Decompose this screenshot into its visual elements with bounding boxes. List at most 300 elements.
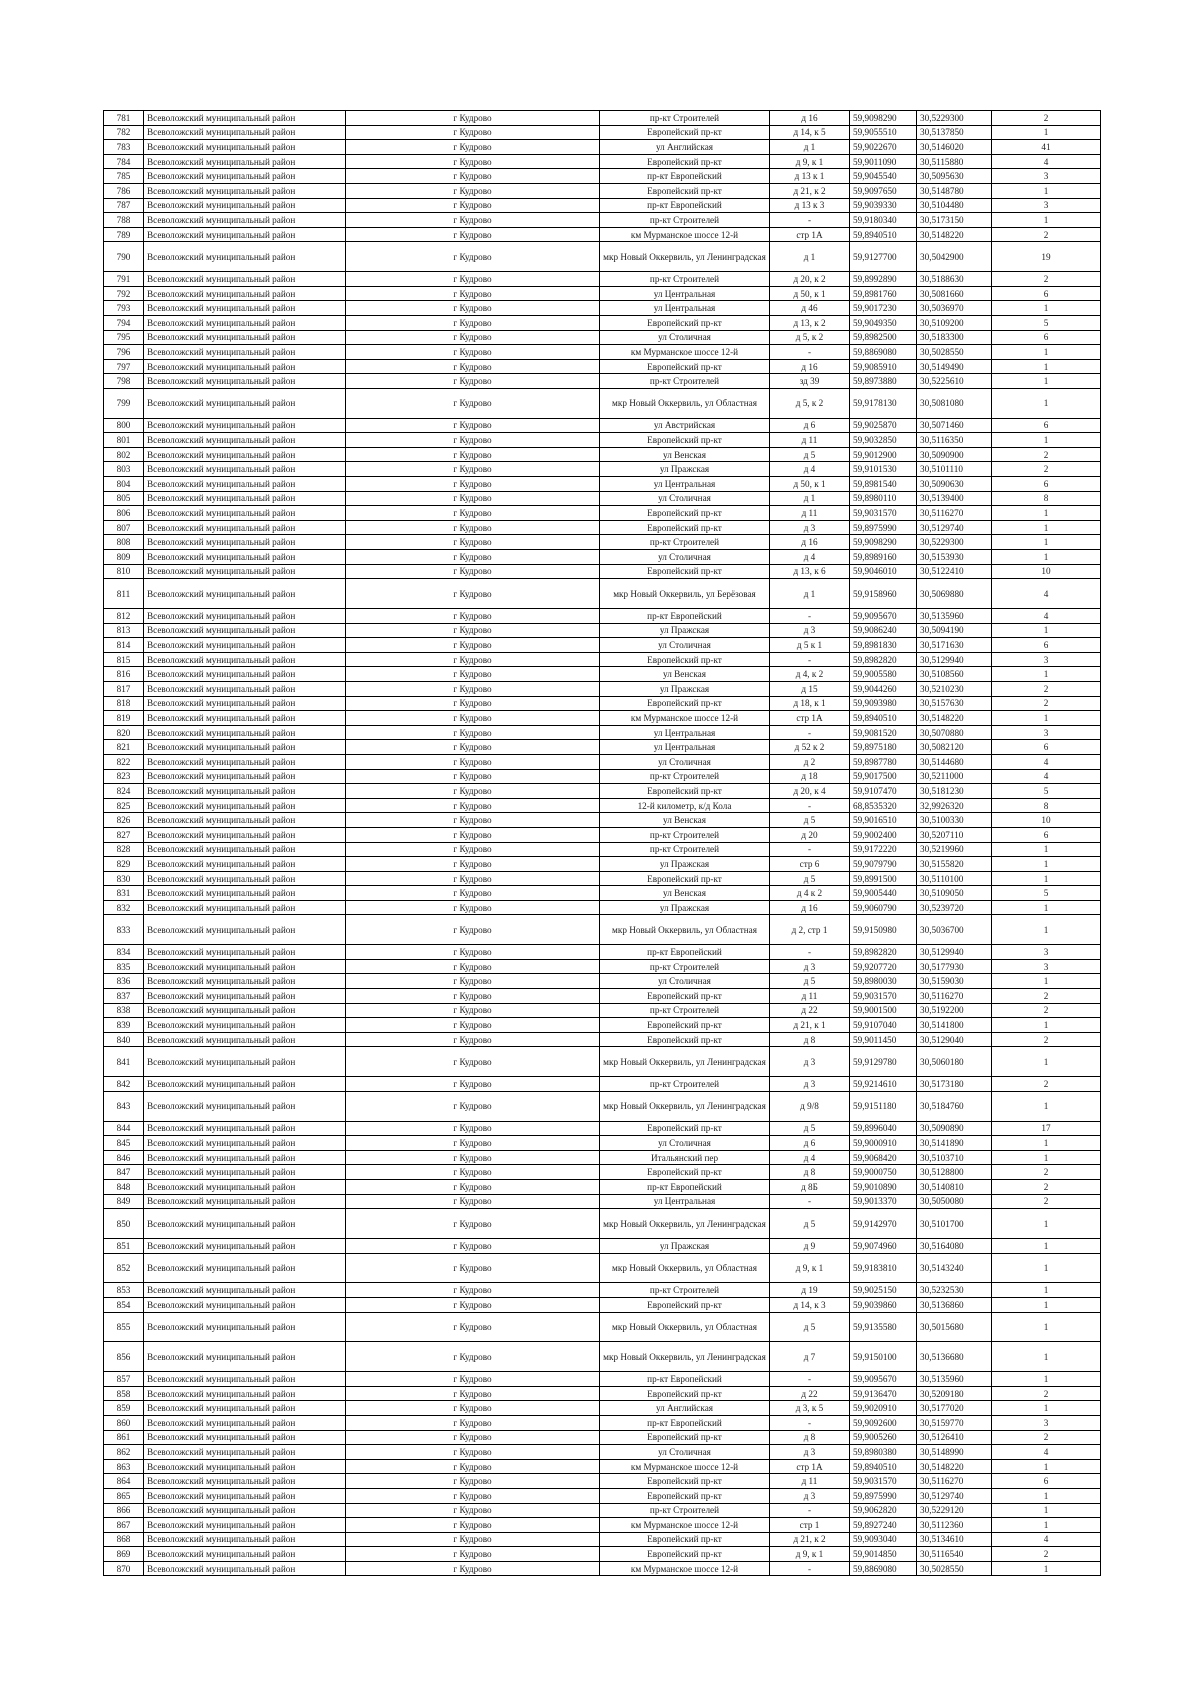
district-cell: Всеволожский муниципальный район xyxy=(144,798,346,813)
house-cell: д 5, к 2 xyxy=(770,388,850,418)
district-cell: Всеволожский муниципальный район xyxy=(144,711,346,726)
longitude-cell: 30,5173150 xyxy=(917,213,992,228)
count-cell: 2 xyxy=(992,1547,1101,1562)
count-cell: 1 xyxy=(992,1238,1101,1253)
row-number: 840 xyxy=(104,1032,144,1047)
house-cell: д 5 xyxy=(770,974,850,989)
longitude-cell: 30,5149490 xyxy=(917,359,992,374)
street-cell: мкр Новый Оккервиль, ул Областная xyxy=(600,915,770,945)
house-cell: д 4 к 2 xyxy=(770,886,850,901)
row-number: 834 xyxy=(104,945,144,960)
table-row xyxy=(104,1047,1101,1077)
street-cell: ул Пражская xyxy=(600,857,770,872)
table-row xyxy=(104,1253,1101,1283)
house-cell: д 20, к 4 xyxy=(770,784,850,799)
longitude-cell: 30,5148220 xyxy=(917,711,992,726)
district-cell: Всеволожский муниципальный район xyxy=(144,959,346,974)
house-cell: д 3 xyxy=(770,1488,850,1503)
table-row xyxy=(104,213,1101,228)
locality-cell: г Кудрово xyxy=(346,1518,600,1533)
house-cell: д 14, к 3 xyxy=(770,1297,850,1312)
latitude-cell: 59,9001500 xyxy=(850,1003,917,1018)
latitude-cell: 59,9172220 xyxy=(850,842,917,857)
street-cell: ул Центральная xyxy=(600,286,770,301)
table-row xyxy=(104,183,1101,198)
row-number: 870 xyxy=(104,1561,144,1576)
row-number: 852 xyxy=(104,1253,144,1283)
street-cell: пр-кт Строителей xyxy=(600,1003,770,1018)
latitude-cell: 59,9017230 xyxy=(850,301,917,316)
table-row xyxy=(104,798,1101,813)
longitude-cell: 30,5181230 xyxy=(917,784,992,799)
street-cell: Европейский пр-кт xyxy=(600,1165,770,1180)
latitude-cell: 59,9062820 xyxy=(850,1503,917,1518)
longitude-cell: 30,5101110 xyxy=(917,462,992,477)
count-cell: 1 xyxy=(992,125,1101,140)
locality-cell: г Кудрово xyxy=(346,1253,600,1283)
street-cell: ул Английская xyxy=(600,140,770,155)
street-cell: пр-кт Строителей xyxy=(600,769,770,784)
row-number: 800 xyxy=(104,418,144,433)
district-cell: Всеволожский муниципальный район xyxy=(144,1474,346,1489)
street-cell: Европейский пр-кт xyxy=(600,564,770,579)
table-row xyxy=(104,974,1101,989)
count-cell: 10 xyxy=(992,564,1101,579)
longitude-cell: 30,5207110 xyxy=(917,827,992,842)
locality-cell: г Кудрово xyxy=(346,242,600,272)
row-number: 782 xyxy=(104,125,144,140)
latitude-cell: 59,9012900 xyxy=(850,447,917,462)
row-number: 822 xyxy=(104,754,144,769)
row-number: 817 xyxy=(104,681,144,696)
latitude-cell: 59,9098290 xyxy=(850,111,917,126)
street-cell: пр-кт Европейский xyxy=(600,1180,770,1195)
row-number: 789 xyxy=(104,227,144,242)
row-number: 796 xyxy=(104,345,144,360)
locality-cell: г Кудрово xyxy=(346,1561,600,1576)
locality-cell: г Кудрово xyxy=(346,1018,600,1033)
locality-cell: г Кудрово xyxy=(346,506,600,521)
district-cell: Всеволожский муниципальный район xyxy=(144,1018,346,1033)
district-cell: Всеволожский муниципальный район xyxy=(144,1401,346,1416)
street-cell: км Мурманское шоссе 12-й xyxy=(600,227,770,242)
district-cell: Всеволожский муниципальный район xyxy=(144,652,346,667)
table-row xyxy=(104,520,1101,535)
table-row xyxy=(104,623,1101,638)
street-cell: км Мурманское шоссе 12-й xyxy=(600,1459,770,1474)
street-cell: Европейский пр-кт xyxy=(600,784,770,799)
latitude-cell: 59,9046010 xyxy=(850,564,917,579)
street-cell: пр-кт Европейский xyxy=(600,1415,770,1430)
latitude-cell: 59,9013370 xyxy=(850,1194,917,1209)
locality-cell: г Кудрово xyxy=(346,330,600,345)
longitude-cell: 30,5229120 xyxy=(917,1503,992,1518)
longitude-cell: 30,5171630 xyxy=(917,638,992,653)
row-number: 835 xyxy=(104,959,144,974)
row-number: 829 xyxy=(104,857,144,872)
row-number: 830 xyxy=(104,871,144,886)
table-row xyxy=(104,1297,1101,1312)
table-row xyxy=(104,1150,1101,1165)
table-row xyxy=(104,125,1101,140)
district-cell: Всеволожский муниципальный район xyxy=(144,740,346,755)
house-cell: д 5, к 2 xyxy=(770,330,850,345)
locality-cell: г Кудрово xyxy=(346,579,600,609)
latitude-cell: 59,9060790 xyxy=(850,900,917,915)
street-cell: км Мурманское шоссе 12-й xyxy=(600,711,770,726)
row-number: 825 xyxy=(104,798,144,813)
street-cell: ул Столичная xyxy=(600,1445,770,1460)
house-cell: д 3 xyxy=(770,520,850,535)
locality-cell: г Кудрово xyxy=(346,1165,600,1180)
row-number: 799 xyxy=(104,388,144,418)
street-cell: мкр Новый Оккервиль, ул Областная xyxy=(600,1253,770,1283)
count-cell: 6 xyxy=(992,638,1101,653)
district-cell: Всеволожский муниципальный район xyxy=(144,169,346,184)
count-cell: 1 xyxy=(992,183,1101,198)
table-row xyxy=(104,359,1101,374)
house-cell: д 9 xyxy=(770,1238,850,1253)
house-cell: д 5 xyxy=(770,447,850,462)
district-cell: Всеволожский муниципальный район xyxy=(144,754,346,769)
latitude-cell: 59,9025870 xyxy=(850,418,917,433)
row-number: 790 xyxy=(104,242,144,272)
table-row xyxy=(104,1459,1101,1474)
house-cell: д 52 к 2 xyxy=(770,740,850,755)
count-cell: 1 xyxy=(992,857,1101,872)
table-row xyxy=(104,1386,1101,1401)
street-cell: Европейский пр-кт xyxy=(600,1032,770,1047)
district-cell: Всеволожский муниципальный район xyxy=(144,813,346,828)
longitude-cell: 30,5225610 xyxy=(917,374,992,389)
count-cell: 2 xyxy=(992,1165,1101,1180)
district-cell: Всеволожский муниципальный район xyxy=(144,272,346,287)
count-cell: 4 xyxy=(992,1445,1101,1460)
house-cell: д 5 xyxy=(770,1121,850,1136)
count-cell: 2 xyxy=(992,989,1101,1004)
locality-cell: г Кудрово xyxy=(346,1150,600,1165)
count-cell: 3 xyxy=(992,198,1101,213)
count-cell: 1 xyxy=(992,388,1101,418)
count-cell: 1 xyxy=(992,1297,1101,1312)
house-cell: д 18 xyxy=(770,769,850,784)
street-cell: Европейский пр-кт xyxy=(600,183,770,198)
row-number: 854 xyxy=(104,1297,144,1312)
district-cell: Всеволожский муниципальный район xyxy=(144,989,346,1004)
district-cell: Всеволожский муниципальный район xyxy=(144,725,346,740)
locality-cell: г Кудрово xyxy=(346,345,600,360)
house-cell: - xyxy=(770,1372,850,1387)
longitude-cell: 30,5104480 xyxy=(917,198,992,213)
latitude-cell: 59,9158960 xyxy=(850,579,917,609)
district-cell: Всеволожский муниципальный район xyxy=(144,388,346,418)
street-cell: ул Венская xyxy=(600,447,770,462)
longitude-cell: 30,5136680 xyxy=(917,1342,992,1372)
longitude-cell: 30,5036700 xyxy=(917,915,992,945)
latitude-cell: 59,9032850 xyxy=(850,433,917,448)
table-row xyxy=(104,638,1101,653)
row-number: 785 xyxy=(104,169,144,184)
row-number: 832 xyxy=(104,900,144,915)
street-cell: км Мурманское шоссе 12-й xyxy=(600,1518,770,1533)
district-cell: Всеволожский муниципальный район xyxy=(144,1091,346,1121)
latitude-cell: 59,9031570 xyxy=(850,989,917,1004)
locality-cell: г Кудрово xyxy=(346,638,600,653)
row-number: 868 xyxy=(104,1532,144,1547)
street-cell: пр-кт Европейский xyxy=(600,169,770,184)
district-cell: Всеволожский муниципальный район xyxy=(144,696,346,711)
count-cell: 1 xyxy=(992,1372,1101,1387)
street-cell: Европейский пр-кт xyxy=(600,520,770,535)
row-number: 818 xyxy=(104,696,144,711)
longitude-cell: 30,5148990 xyxy=(917,1445,992,1460)
house-cell: д 9, к 1 xyxy=(770,154,850,169)
district-cell: Всеволожский муниципальный район xyxy=(144,535,346,550)
house-cell: стр 1 xyxy=(770,1518,850,1533)
street-cell: пр-кт Строителей xyxy=(600,827,770,842)
row-number: 862 xyxy=(104,1445,144,1460)
longitude-cell: 30,5148780 xyxy=(917,183,992,198)
house-cell: - xyxy=(770,1503,850,1518)
count-cell: 1 xyxy=(992,1150,1101,1165)
longitude-cell: 30,5177930 xyxy=(917,959,992,974)
locality-cell: г Кудрово xyxy=(346,652,600,667)
row-number: 833 xyxy=(104,915,144,945)
latitude-cell: 59,9142970 xyxy=(850,1209,917,1239)
street-cell: Итальянский пер xyxy=(600,1150,770,1165)
street-cell: Европейский пр-кт xyxy=(600,154,770,169)
longitude-cell: 30,5112360 xyxy=(917,1518,992,1533)
longitude-cell: 30,5146020 xyxy=(917,140,992,155)
district-cell: Всеволожский муниципальный район xyxy=(144,900,346,915)
latitude-cell: 59,9025150 xyxy=(850,1283,917,1298)
district-cell: Всеволожский муниципальный район xyxy=(144,1415,346,1430)
row-number: 860 xyxy=(104,1415,144,1430)
street-cell: ул Столичная xyxy=(600,491,770,506)
table-row xyxy=(104,769,1101,784)
count-cell: 3 xyxy=(992,945,1101,960)
table-row xyxy=(104,827,1101,842)
street-cell: Европейский пр-кт xyxy=(600,1297,770,1312)
latitude-cell: 59,9098290 xyxy=(850,535,917,550)
table-row xyxy=(104,491,1101,506)
table-row xyxy=(104,1430,1101,1445)
house-cell: стр 1А xyxy=(770,711,850,726)
latitude-cell: 59,9093980 xyxy=(850,696,917,711)
row-number: 844 xyxy=(104,1121,144,1136)
longitude-cell: 30,5159030 xyxy=(917,974,992,989)
latitude-cell: 59,8981830 xyxy=(850,638,917,653)
table-row xyxy=(104,1372,1101,1387)
house-cell: д 15 xyxy=(770,681,850,696)
longitude-cell: 30,5070880 xyxy=(917,725,992,740)
count-cell: 1 xyxy=(992,213,1101,228)
longitude-cell: 30,5229300 xyxy=(917,111,992,126)
table-row xyxy=(104,1194,1101,1209)
district-cell: Всеволожский муниципальный район xyxy=(144,330,346,345)
locality-cell: г Кудрово xyxy=(346,1003,600,1018)
longitude-cell: 30,5100330 xyxy=(917,813,992,828)
district-cell: Всеволожский муниципальный район xyxy=(144,579,346,609)
count-cell: 1 xyxy=(992,711,1101,726)
district-cell: Всеволожский муниципальный район xyxy=(144,1150,346,1165)
row-number: 866 xyxy=(104,1503,144,1518)
latitude-cell: 59,9085910 xyxy=(850,359,917,374)
latitude-cell: 59,8996040 xyxy=(850,1121,917,1136)
house-cell: д 16 xyxy=(770,359,850,374)
district-cell: Всеволожский муниципальный район xyxy=(144,623,346,638)
row-number: 811 xyxy=(104,579,144,609)
latitude-cell: 59,8940510 xyxy=(850,227,917,242)
row-number: 816 xyxy=(104,667,144,682)
house-cell: - xyxy=(770,345,850,360)
district-cell: Всеволожский муниципальный район xyxy=(144,1194,346,1209)
table-row xyxy=(104,945,1101,960)
street-cell: пр-кт Европейский xyxy=(600,198,770,213)
count-cell: 1 xyxy=(992,1209,1101,1239)
table-row xyxy=(104,1401,1101,1416)
district-cell: Всеволожский муниципальный район xyxy=(144,1077,346,1092)
locality-cell: г Кудрово xyxy=(346,301,600,316)
count-cell: 4 xyxy=(992,769,1101,784)
street-cell: мкр Новый Оккервиль, ул Ленинградская xyxy=(600,1342,770,1372)
row-number: 843 xyxy=(104,1091,144,1121)
count-cell: 1 xyxy=(992,1253,1101,1283)
district-cell: Всеволожский муниципальный район xyxy=(144,609,346,624)
row-number: 823 xyxy=(104,769,144,784)
latitude-cell: 59,9000910 xyxy=(850,1136,917,1151)
district-cell: Всеволожский муниципальный район xyxy=(144,418,346,433)
locality-cell: г Кудрово xyxy=(346,491,600,506)
count-cell: 2 xyxy=(992,1194,1101,1209)
district-cell: Всеволожский муниципальный район xyxy=(144,315,346,330)
longitude-cell: 30,5109050 xyxy=(917,886,992,901)
house-cell: д 1 xyxy=(770,491,850,506)
longitude-cell: 30,5229300 xyxy=(917,535,992,550)
table-row xyxy=(104,1488,1101,1503)
longitude-cell: 30,5177020 xyxy=(917,1401,992,1416)
longitude-cell: 30,5129740 xyxy=(917,520,992,535)
street-cell: пр-кт Европейский xyxy=(600,1372,770,1387)
latitude-cell: 59,8992890 xyxy=(850,272,917,287)
count-cell: 19 xyxy=(992,242,1101,272)
locality-cell: г Кудрово xyxy=(346,272,600,287)
count-cell: 3 xyxy=(992,959,1101,974)
count-cell: 2 xyxy=(992,227,1101,242)
row-number: 826 xyxy=(104,813,144,828)
longitude-cell: 30,5081660 xyxy=(917,286,992,301)
house-cell: д 20 xyxy=(770,827,850,842)
latitude-cell: 59,9011090 xyxy=(850,154,917,169)
district-cell: Всеволожский муниципальный район xyxy=(144,842,346,857)
latitude-cell: 59,9000750 xyxy=(850,1165,917,1180)
table-row xyxy=(104,1209,1101,1239)
row-number: 851 xyxy=(104,1238,144,1253)
count-cell: 5 xyxy=(992,315,1101,330)
locality-cell: г Кудрово xyxy=(346,1459,600,1474)
longitude-cell: 30,5135960 xyxy=(917,1372,992,1387)
count-cell: 2 xyxy=(992,462,1101,477)
street-cell: пр-кт Европейский xyxy=(600,945,770,960)
longitude-cell: 30,5060180 xyxy=(917,1047,992,1077)
locality-cell: г Кудрово xyxy=(346,1091,600,1121)
house-cell: - xyxy=(770,1561,850,1576)
row-number: 865 xyxy=(104,1488,144,1503)
house-cell: д 8 xyxy=(770,1430,850,1445)
count-cell: 1 xyxy=(992,550,1101,565)
table-row xyxy=(104,198,1101,213)
latitude-cell: 59,8980110 xyxy=(850,491,917,506)
longitude-cell: 30,5090900 xyxy=(917,447,992,462)
locality-cell: г Кудрово xyxy=(346,1488,600,1503)
house-cell: - xyxy=(770,1415,850,1430)
longitude-cell: 30,5108560 xyxy=(917,667,992,682)
locality-cell: г Кудрово xyxy=(346,1121,600,1136)
locality-cell: г Кудрово xyxy=(346,813,600,828)
count-cell: 1 xyxy=(992,1518,1101,1533)
row-number: 815 xyxy=(104,652,144,667)
street-cell: мкр Новый Оккервиль, ул Ленинградская xyxy=(600,1209,770,1239)
district-cell: Всеволожский муниципальный район xyxy=(144,198,346,213)
latitude-cell: 59,8982500 xyxy=(850,330,917,345)
longitude-cell: 30,5095630 xyxy=(917,169,992,184)
longitude-cell: 30,5134610 xyxy=(917,1532,992,1547)
latitude-cell: 59,8981760 xyxy=(850,286,917,301)
table-row xyxy=(104,871,1101,886)
street-cell: пр-кт Строителей xyxy=(600,272,770,287)
longitude-cell: 30,5129740 xyxy=(917,1488,992,1503)
district-cell: Всеволожский муниципальный район xyxy=(144,1180,346,1195)
count-cell: 1 xyxy=(992,1136,1101,1151)
longitude-cell: 30,5129940 xyxy=(917,945,992,960)
row-number: 801 xyxy=(104,433,144,448)
locality-cell: г Кудрово xyxy=(346,183,600,198)
count-cell: 2 xyxy=(992,1180,1101,1195)
locality-cell: г Кудрово xyxy=(346,1283,600,1298)
table-row xyxy=(104,286,1101,301)
row-number: 787 xyxy=(104,198,144,213)
locality-cell: г Кудрово xyxy=(346,1532,600,1547)
latitude-cell: 59,9081520 xyxy=(850,725,917,740)
locality-cell: г Кудрово xyxy=(346,1312,600,1342)
locality-cell: г Кудрово xyxy=(346,945,600,960)
count-cell: 2 xyxy=(992,1430,1101,1445)
table-row xyxy=(104,1445,1101,1460)
locality-cell: г Кудрово xyxy=(346,623,600,638)
house-cell: - xyxy=(770,842,850,857)
locality-cell: г Кудрово xyxy=(346,1372,600,1387)
district-cell: Всеволожский муниципальный район xyxy=(144,769,346,784)
district-cell: Всеволожский муниципальный район xyxy=(144,871,346,886)
house-cell: д 5 xyxy=(770,813,850,828)
count-cell: 4 xyxy=(992,1532,1101,1547)
table-row xyxy=(104,388,1101,418)
district-cell: Всеволожский муниципальный район xyxy=(144,491,346,506)
locality-cell: г Кудрово xyxy=(346,1547,600,1562)
locality-cell: г Кудрово xyxy=(346,1032,600,1047)
district-cell: Всеволожский муниципальный район xyxy=(144,550,346,565)
longitude-cell: 30,5069880 xyxy=(917,579,992,609)
district-cell: Всеволожский муниципальный район xyxy=(144,1032,346,1047)
table-row xyxy=(104,784,1101,799)
latitude-cell: 59,9107470 xyxy=(850,784,917,799)
street-cell: ул Венская xyxy=(600,813,770,828)
latitude-cell: 59,9150980 xyxy=(850,915,917,945)
street-cell: пр-кт Строителей xyxy=(600,959,770,974)
street-cell: ул Центральная xyxy=(600,1194,770,1209)
latitude-cell: 59,9151180 xyxy=(850,1091,917,1121)
house-cell: д 4 xyxy=(770,550,850,565)
